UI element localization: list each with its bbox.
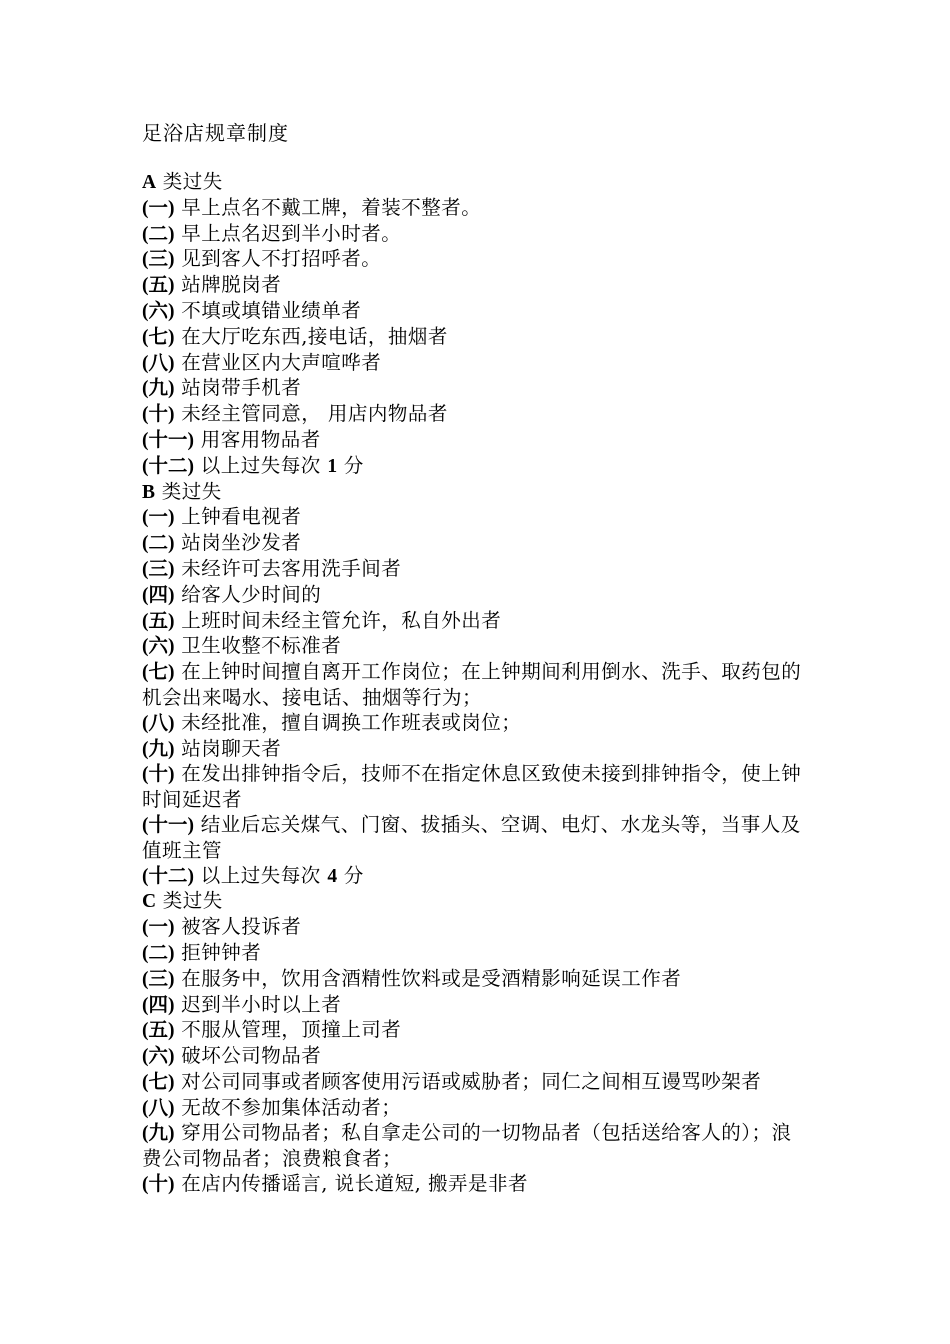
rule-item (142, 993, 802, 1019)
item-number: (四) (142, 994, 175, 1016)
item-text: 被客人投诉者 (174, 915, 302, 939)
rule-item (142, 557, 802, 583)
document-page (142, 120, 802, 1198)
item-number: (九) (142, 738, 175, 760)
item-text: 对公司同事或者顾客使用污语或威胁者；同仁之间相互谩骂吵架者 (174, 1069, 762, 1093)
item-text: 不填或填错业绩单者 (174, 298, 362, 322)
item-number: (五) (142, 1020, 175, 1042)
rule-item (142, 864, 802, 890)
item-points-unit: 分 (337, 453, 364, 477)
rule-item (142, 1121, 802, 1172)
rule-item (142, 634, 802, 660)
item-number: (六) (142, 300, 175, 322)
item-number: (十二) (142, 455, 194, 477)
item-text: 站牌脱岗者 (174, 273, 282, 297)
item-text: 在服务中，饮用含酒精性饮料或是受酒精影响延误工作者 (174, 966, 682, 990)
rule-item (142, 609, 802, 635)
item-text: 见到客人不打招呼者。 (174, 247, 382, 271)
item-text: 卫生收整不标准者 (174, 634, 342, 658)
item-number: (一) (142, 197, 175, 219)
rule-item (142, 196, 802, 222)
item-text: 破坏公司物品者 (174, 1044, 322, 1068)
rule-item (142, 737, 802, 763)
item-number: (十) (142, 404, 175, 426)
section-letter: B (142, 481, 156, 503)
rule-item (142, 1018, 802, 1044)
item-number: (七) (142, 326, 175, 348)
section-letter: A (142, 172, 157, 193)
item-points-unit: 分 (337, 863, 364, 887)
rule-item (142, 583, 802, 609)
item-text: 结业后忘关煤气、门窗、拔插头、空调、电灯、水龙头等，当事人及值班主管 (142, 812, 801, 862)
item-points: 1 (327, 455, 338, 477)
item-number: (六) (142, 1046, 175, 1068)
section-heading (142, 889, 802, 915)
rule-item (142, 1096, 802, 1122)
item-number: (七) (142, 1071, 175, 1093)
item-number: (一) (142, 507, 175, 529)
rule-item (142, 1044, 802, 1070)
section-heading-text: 类过失 (156, 170, 223, 193)
item-text: 用客用物品者 (194, 427, 321, 451)
rule-item (142, 454, 802, 480)
item-text: 在店内传播谣言, 说长道短, 搬弄是非者 (174, 1172, 528, 1196)
item-number: (十) (142, 764, 175, 786)
item-number: (三) (142, 558, 175, 580)
item-number: (一) (142, 917, 175, 939)
item-text: 站岗坐沙发者 (174, 531, 302, 555)
item-number: (三) (142, 249, 175, 271)
item-text: 在营业区内大声喧哗者 (174, 350, 382, 374)
section-heading-text: 类过失 (156, 889, 223, 913)
rule-item (142, 531, 802, 557)
item-number: (五) (142, 610, 175, 632)
section-heading-text: 类过失 (155, 479, 222, 503)
rule-item (142, 273, 802, 299)
item-points: 4 (327, 865, 338, 887)
document-body (142, 170, 802, 1198)
rule-item (142, 505, 802, 531)
item-text: 早上点名迟到半小时者。 (174, 221, 402, 245)
item-text: 在发出排钟指令后，技师不在指定休息区致使未接到排钟指令，使上钟时间延迟者 (142, 762, 802, 812)
rule-item (142, 351, 802, 377)
rule-item (142, 762, 802, 813)
item-number: (八) (142, 352, 175, 374)
section-letter: C (142, 891, 157, 913)
item-number: (四) (142, 584, 175, 606)
item-number: (二) (142, 223, 175, 245)
item-number: (十一) (142, 429, 194, 451)
item-number: (八) (142, 1097, 175, 1119)
rule-item (142, 428, 802, 454)
item-text: 早上点名不戴工牌，着装不整者。 (174, 195, 482, 219)
item-number: (二) (142, 942, 175, 964)
item-text: 上班时间未经主管允许，私自外出者 (174, 608, 502, 632)
item-number: (九) (142, 378, 175, 400)
item-number: (十一) (142, 814, 194, 836)
section-heading (142, 480, 802, 506)
item-number: (七) (142, 662, 175, 684)
item-text: 迟到半小时以上者 (174, 992, 342, 1016)
item-text: 拒钟钟者 (174, 940, 262, 964)
item-text: 在大厅吃东西,接电话，抽烟者 (174, 324, 448, 348)
rule-item (142, 1172, 802, 1198)
item-text: 穿用公司物品者；私自拿走公司的一切物品者（包括送给客人的）；浪费公司物品者；浪费粮食者； (142, 1121, 792, 1171)
item-text: 在上钟时间擅自离开工作岗位；在上钟期间利用倒水、洗手、取药包的机会出来喝水、接电话、抽烟等行为； (142, 660, 802, 709)
item-text: 站岗带手机者 (174, 376, 302, 400)
item-number: (十二) (142, 865, 194, 887)
item-text: 未经主管同意， 用店内物品者 (174, 402, 448, 426)
item-number: (五) (142, 275, 175, 297)
item-text: 给客人少时间的 (174, 582, 322, 606)
rule-item (142, 967, 802, 993)
rule-item (142, 325, 802, 351)
rule-item (142, 660, 802, 711)
item-number: (九) (142, 1123, 175, 1145)
item-number: (三) (142, 968, 175, 990)
item-number: (二) (142, 533, 175, 555)
item-number: (六) (142, 636, 175, 658)
rule-item (142, 222, 802, 248)
rule-item (142, 402, 802, 428)
rule-item (142, 376, 802, 402)
rule-item (142, 813, 802, 864)
document-title: 足浴店规章制度 (142, 121, 289, 145)
rule-item (142, 299, 802, 325)
item-text: 未经批准，擅自调换工作班表或岗位； (174, 710, 522, 734)
item-text: 以上过失每次 (194, 863, 328, 887)
rule-item (142, 915, 802, 941)
item-text: 未经许可去客用洗手间者 (174, 556, 402, 580)
rule-item (142, 247, 802, 273)
rule-item (142, 1070, 802, 1096)
item-number: (十) (142, 1174, 175, 1196)
section-heading (142, 170, 802, 196)
item-text: 无故不参加集体活动者； (174, 1095, 402, 1119)
rule-item (142, 711, 802, 737)
item-text: 以上过失每次 (194, 453, 328, 477)
item-number: (八) (142, 712, 175, 734)
item-text: 不服从管理，顶撞上司者 (174, 1018, 402, 1042)
item-text: 站岗聊天者 (174, 736, 282, 760)
rule-item (142, 941, 802, 967)
item-text: 上钟看电视者 (174, 505, 302, 529)
